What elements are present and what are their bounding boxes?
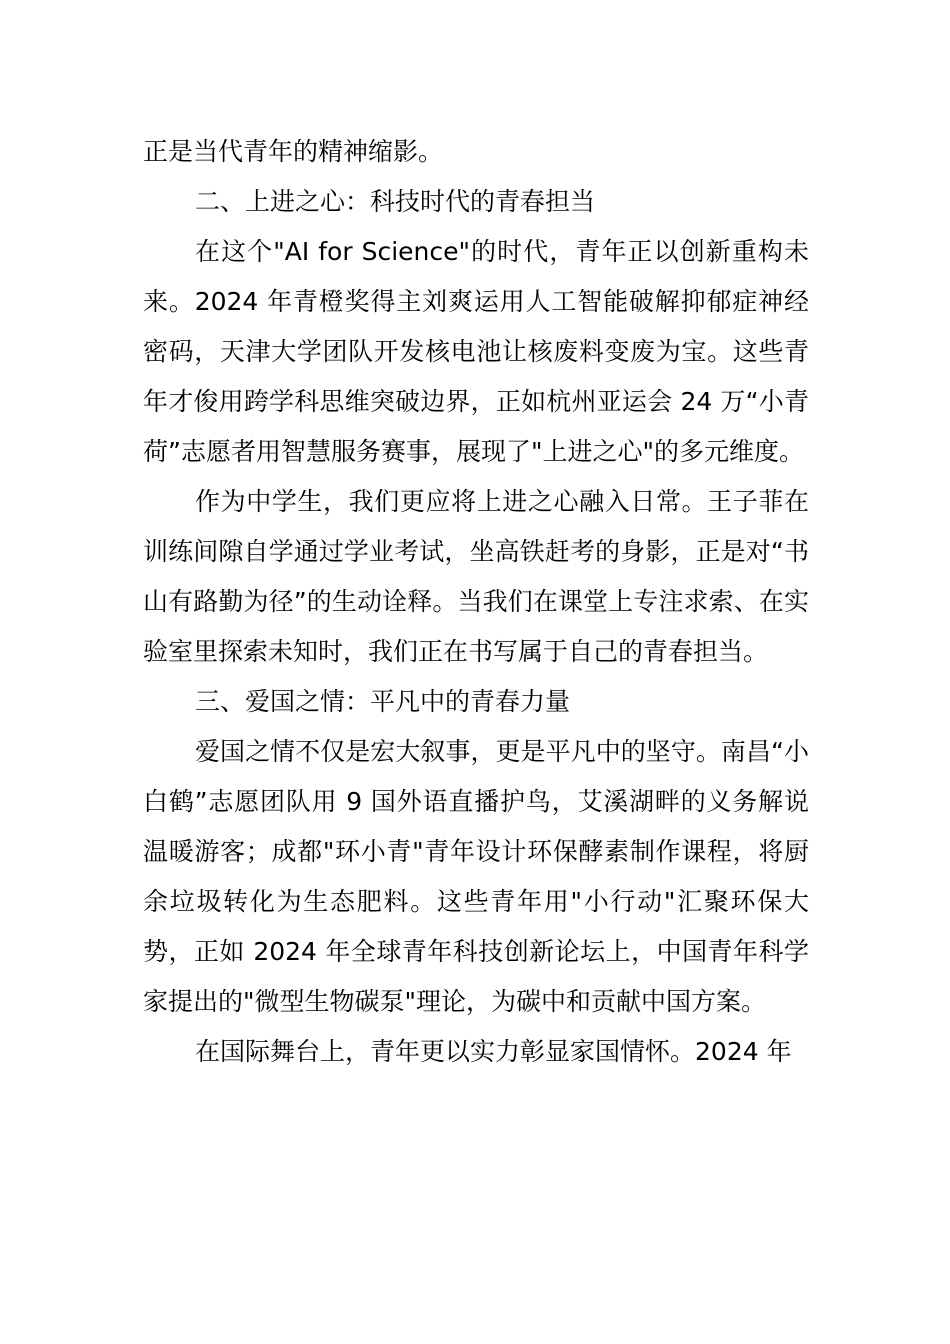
paragraph-ai-science: 在这个"AI for Science"的时代，青年正以创新重构未来。2024 年青橙奖得主刘爽运用人工智能破解抑郁症神经密码，天津大学团队开发核电池让核废料变废为宝。这些青年才俊用跨学科思维突破边界，正如杭州亚运会 24 万“小青荷”志愿者用智慧服务赛事，展现了"上进之心"的多元维度。 — [143, 237, 809, 466]
section-heading-3: 三、爱国之情：平凡中的青春力量 — [195, 687, 571, 716]
paragraph-middle-school: 作为中学生，我们更应将上进之心融入日常。王子菲在训练间隙自学通过学业考试，坐高铁赶考的身影，正是对“书山有路勤为径”的生动诠释。当我们在课堂上专注求索、在实验室里探索未知时，我们正在书写属于自己的青春担当。 — [143, 487, 809, 666]
section-heading-2: 二、上进之心：科技时代的青春担当 — [195, 187, 596, 216]
paragraph-patriotism: 爱国之情不仅是宏大叙事，更是平凡中的坚守。南昌“小白鹤”志愿团队用 9 国外语直播护鸟，艾溪湖畔的义务解说温暖游客；成都"环小青"青年设计环保酵素制作课程，将厨余垃圾转化为生态肥料。这些青年用"小行动"汇聚环保大势，正如 2024 年全球青年科技创新论坛上，中国青年科学家提出的"微型生物碳泵"理论，为碳中和贡献中国方案。 — [143, 737, 809, 1016]
paragraph-closing-line: 正是当代青年的精神缩影。 — [143, 137, 444, 166]
document-page — [143, 127, 809, 1077]
paragraph-international: 在国际舞台上，青年更以实力彰显家国情怀。2024 年 — [195, 1037, 792, 1066]
